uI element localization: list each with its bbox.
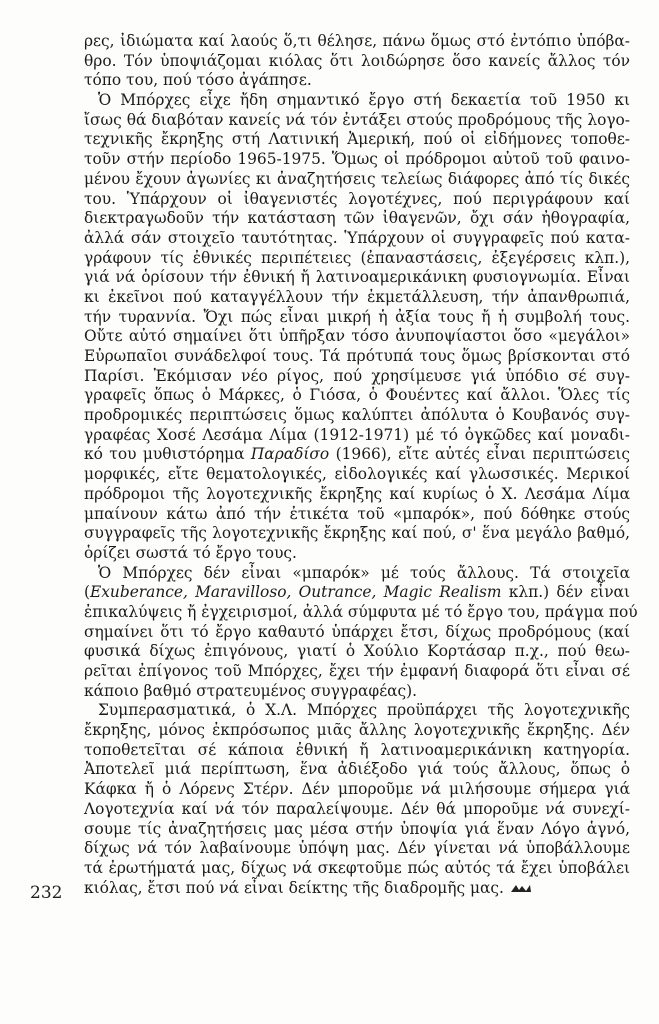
- text-line: γράφουν τίς ἐθνικές περιπέτειες (ἐπαναστάσεις, ἐξεγέρσεις κλπ.),: [84, 248, 630, 267]
- text-line: προδρομικές περιπτώσεις ὅμως καλύπτει ἀπόλυτα ὁ Κουβανός συγ-: [84, 406, 630, 425]
- italic-title: Exuberance, Maravilloso, Outrance, Magic Realism: [90, 583, 502, 602]
- text-line: του. Ὑπάρχουν οἱ ἰθαγενιστές λογοτέχνες, πού περιγράφουν καί: [84, 189, 630, 208]
- text-line: ἴσως θά διαβόταν κανείς νά τόν ἐντάξει στούς προδρόμους τῆς λογο-: [84, 110, 630, 129]
- text-line: γραφέας Χοσέ Λεσάμα Λίμα (1912-1971) μέ τό ὀγκῶδες καί μοναδι-: [84, 425, 630, 444]
- text-line: Συμπερασματικά, ὁ Χ.Λ. Μπόρχες προϋπάρχει τῆς λογοτεχνικῆς: [98, 701, 630, 720]
- text-line: διεκτραγωδοῦν τήν κατάσταση τῶν ἰθαγενῶν, ὄχι σάν ἠθογραφία,: [84, 209, 630, 228]
- text-line: συγγραφεῖς τῆς λογοτεχνικῆς ἔκρηξης καί πού, σ' ἕνα μεγάλο βαθμό,: [84, 524, 630, 543]
- text-line: ὁρίζει σωστά τό ἔργο τους.: [84, 543, 297, 562]
- text-line: ἔκρηξης, μόνος ἐκπρόσωπος μιᾶς ἄλλης λογοτεχνικῆς ἔκρηξης. Δέν: [84, 721, 630, 740]
- text-line: Κάφκα ἤ ὁ Λόρενς Στέρν. Δέν μποροῦμε νά μιλήσουμε σήμερα γιά: [84, 780, 630, 799]
- text-line: δίχως νά τόν λαβαίνουμε ὑπόψη μας. Δέν γίνεται νά ὑποβάλλουμε: [84, 839, 630, 858]
- text-line: μένου ἔχουν ἀγωνίες κι ἀναζητήσεις τελείως διάφορες ἀπό τίς δικές: [84, 169, 630, 188]
- text-line: θρο. Τόν ὑποψιάζομαι κιόλας ὅτι λοιδώρησε ὅσο κανείς ἄλλος τόν: [84, 51, 630, 70]
- text-line: πρόδρομοι τῆς λογοτεχνικῆς ἔκρηξης καί κυρίως ὁ Χ. Λεσάμα Λίμα: [84, 484, 630, 503]
- text-line: σουμε τίς ἀναζητήσεις μας μέσα στήν ὑποψία γιά ἕναν Λόγο ἁγνό,: [84, 819, 630, 838]
- text-line: ἐπικαλύψεις ἤ ἐγχειρισμοί, ἀλλά σύμφυτα μέ τό ἔργο του, πράγμα πού: [84, 602, 638, 621]
- text-line: Λογοτεχνία καί νά τόν παραλείψουμε. Δέν θά μποροῦμε νά συνεχί-: [84, 799, 630, 818]
- text-line: μορφικές, εἴτε θεματολογικές, εἰδολογικές καί γλωσσικές. Μερικοί: [84, 465, 630, 484]
- text-line: κάποιο βαθμό στρατευμένος συγγραφέας).: [84, 681, 418, 700]
- text-line: γραφεῖς ὅπως ὁ Μάρκες, ὁ Γιόσα, ὁ Φουέντες καί ἄλλοι. Ὅλες τίς: [84, 386, 630, 405]
- text-line: τεχνικῆς ἔκρηξης στή Λατινική Ἀμερική, πού οἱ εἰδήμονες τοποθε-: [84, 130, 630, 149]
- text-line: γιά νά ὁρίσουν τήν ἐθνική ἤ λατινοαμερικάνικη φυσιογνωμία. Εἶναι: [84, 268, 630, 287]
- text-line: Οὔτε αὐτό σημαίνει ὅτι ὑπῆρξαν τόσο ἀνυποψίαστοι ὅσο «μεγάλοι»: [84, 327, 630, 346]
- end-ornament-icon: [510, 883, 532, 894]
- text-line: Εὐρωπαῖοι συνάδελφοί τους. Τά πρότυπά τους ὅμως βρίσκονται στό: [84, 347, 630, 365]
- text-line: τά ἐρωτήματά μας, δίχως νά σκεφτοῦμε πώς αὐτός τά ἔχει ὑποβάλει: [84, 858, 630, 877]
- text-line: τοῦν στήν περίοδο 1965-1975. Ὅμως οἱ πρόδρομοι αὐτοῦ τοῦ φαινο-: [84, 150, 630, 169]
- text-line: Ἀποτελεῖ μιά περίπτωση, ἕνα ἀδιέξοδο γιά τούς ἄλλους, ὅπως ὁ: [84, 760, 630, 779]
- text-line: ρες, ἰδιώματα καί λαούς ὅ,τι θέλησε, πάνω ὅμως στό ἐντόπιο ὑπόβα-: [84, 32, 630, 50]
- text-line: κιόλας, ἔτσι πού νά εἶναι δείκτης τῆς διαδρομῆς μας.: [84, 879, 630, 899]
- text-line: κι ἐκεῖνοι πού καταγγέλλουν τήν ἐκμετάλλευση, τήν ἀπανθρωπιά,: [84, 287, 630, 306]
- text-line: (Exuberance, Maravilloso, Outrance, Magic Realism κλπ.) δέν εἶναι: [84, 583, 630, 602]
- text-line: τήν τυραννία. Ὄχι πώς εἶναι μικρή ἡ ἀξία τους ἤ ἡ συμβολή τους.: [84, 307, 630, 326]
- text-line: Παρίσι. Ἐκόμισαν νέο ρίγος, πού χρησίμευσε γιά ὑπόδιο σέ συγ-: [84, 366, 630, 385]
- text-line: Ὁ Μπόρχες δέν εἶναι «μπαρόκ» μέ τούς ἄλλους. Τά στοιχεῖα: [98, 563, 630, 582]
- text-line: τοποθετεῖται σέ κάποια ἐθνική ἤ λατινοαμερικάνικη κατηγορία.: [84, 740, 630, 759]
- text-line: Ὁ Μπόρχες εἶχε ἤδη σημαντικό ἔργο στή δεκαετία τοῦ 1950 κι: [98, 91, 630, 110]
- text-line: μπαίνουν κάτω ἀπό τήν ἐτικέτα τοῦ «μπαρόκ», πού δόθηκε στούς: [84, 504, 630, 523]
- page-number: 232: [30, 883, 63, 903]
- text-line: τόπο του, πού τόσο ἀγάπησε.: [84, 71, 312, 90]
- italic-title: Παραδίσο: [250, 445, 330, 464]
- text-line: κό του μυθιστόρημα Παραδίσο (1966), εἴτε αὐτές εἶναι περιπτώσεις: [84, 445, 630, 464]
- body-text: [84, 32, 638, 898]
- text-line: φυσικά δίχως ἐπιγόνους, γιατί ὁ Χούλιο Κορτάσαρ π.χ., πού θεω-: [84, 642, 630, 661]
- text-line: σημαίνει ὅτι τό ἔργο καθαυτό ὑπάρχει ἔτσι, δίχως προδρόμους (καί: [84, 622, 630, 641]
- text-line: ρεῖται ἐπίγονος τοῦ Μπόρχες, ἔχει τήν ἐμφανή διαφορά ὅτι εἶναι σέ: [84, 662, 630, 680]
- text-line: ἀλλά σάν στοιχεῖο ταυτότητας. Ὑπάρχουν οἱ συγγραφεῖς πού κατα-: [84, 228, 630, 247]
